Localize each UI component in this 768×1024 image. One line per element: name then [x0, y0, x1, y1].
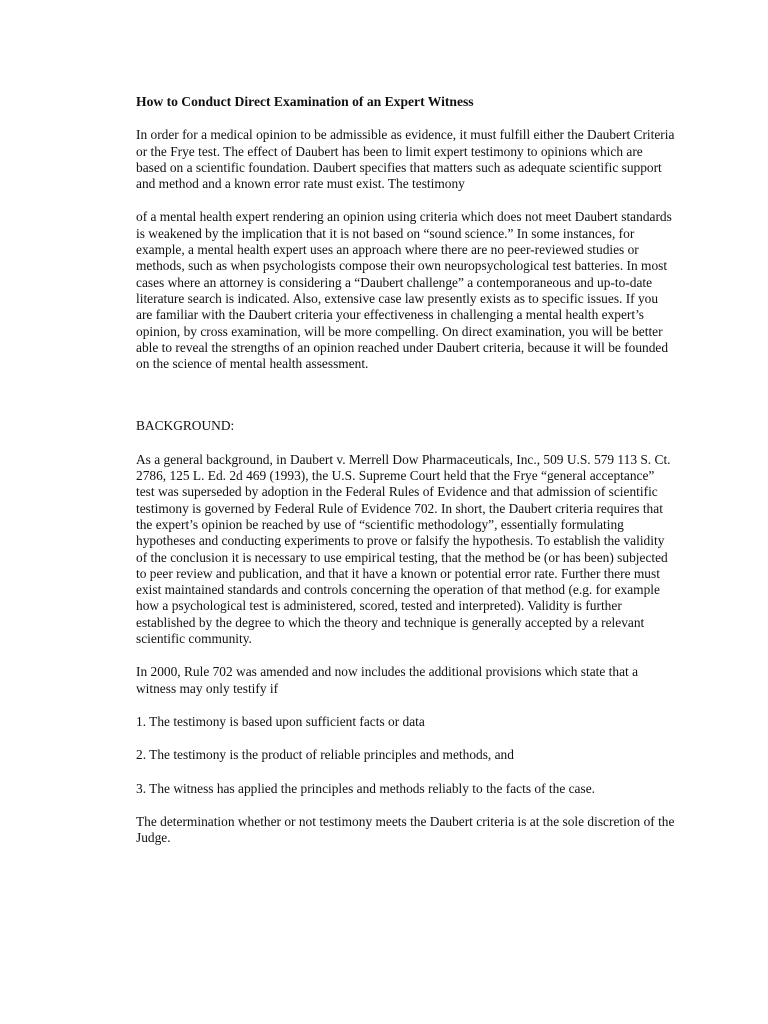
list-item: 2. The testimony is the product of reliable principles and methods, and — [136, 747, 514, 763]
list-item: 1. The testimony is based upon sufficient facts or data — [136, 713, 425, 729]
rule-paragraph: In 2000, Rule 702 was amended and now includes the additional provisions which state that a witness may only testify if — [136, 664, 639, 696]
background-paragraph: As a general background, in Daubert v. Merrell Dow Pharmaceuticals, Inc., 509 U.S. 579 113 S. Ct. 2786, 125 L. Ed. 2d 469 (1993), the U.S. Supreme Court held that the Frye “general acceptance” test was superseded by adoption in the Federal Rules of Evidence and that admission of scientific testimony is governed by Federal Rule of Evidence 702. In short, the Daubert criteria requires that the expert’s opinion be reached by use of “scientific methodology”, essentially formulating hypotheses and conducting experiments to prove or falsify the hypothesis. To establish the validity of the conclusion it is necessary to use empirical testing, that the method be (or has been) subjected to peer review and publication, and that it have a known or potential error rate. Further there must exist maintained standards and controls concerning the operation of that method (e.g. for example how a psychological test is administered, scored, tested and interpreted). Validity is further established by the degree to which the theory and technique is generally accepted by a relevant scientific community. — [136, 451, 671, 647]
closing-paragraph: The determination whether or not testimony meets the Daubert criteria is at the sole discretion of the Judge. — [136, 813, 675, 846]
second-paragraph: of a mental health expert rendering an opinion using criteria which does not meet Daubert standards is weakened by the implication that it is not based on “sound science.” In some instances, for example, a mental health expert uses an approach where there are no peer-reviewed studies or methods, such as when psychologists compose their own neuropsychological test batteries. In most cases where an attorney is considering a “Daubert challenge” a contemporaneous and up-to-date literature search is indicated. Also, extensive case law presently exists as to specific issues. If you are familiar with the Daubert criteria your effectiveness in challenging a mental health expert’s opinion, by cross examination, will be more compelling. On direct examination, you will be better able to reveal the strengths of an opinion reached under Daubert criteria, because it will be founded on the science of mental health assessment. — [136, 209, 672, 372]
intro-paragraph: In order for a medical opinion to be admissible as evidence, it must fulfill either the Daubert Criteria or the Frye test. The effect of Daubert has been to limit expert testimony to opinions which are based on a scientific foundation. Daubert specifies that matters such as adequate scientific support and method and a known error rate must exist. The testimony — [136, 127, 675, 192]
document-body — [136, 94, 676, 863]
list-item: 3. The witness has applied the principles and methods reliably to the facts of the case. — [136, 780, 595, 796]
background-heading: BACKGROUND: — [136, 418, 235, 434]
document-title: How to Conduct Direct Examination of an Expert Witness — [136, 94, 474, 109]
